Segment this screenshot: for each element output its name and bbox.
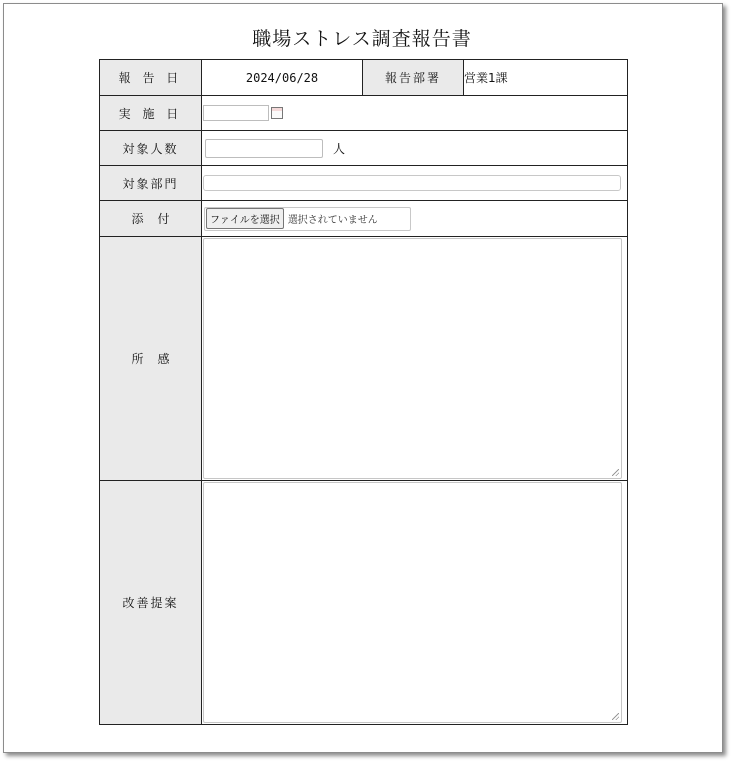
target-count-input[interactable]: [205, 139, 323, 158]
row-target-dept: [100, 166, 628, 201]
implementation-date-cell: [202, 96, 628, 131]
target-count-unit: 人: [333, 141, 346, 156]
report-dept-value: 営業1課: [464, 60, 628, 96]
file-input[interactable]: [204, 207, 411, 231]
row-implementation-date: [100, 96, 628, 131]
impression-cell: [202, 237, 628, 481]
target-count-cell: [202, 131, 628, 166]
proposal-label: 改善提案: [100, 481, 202, 725]
row-impression: [100, 237, 628, 481]
attachment-label: 添付: [100, 201, 202, 237]
row-attachment: [100, 201, 628, 237]
page-title: 職場ストレス調査報告書: [252, 28, 472, 50]
report-dept-label: 報告部署: [363, 60, 464, 96]
proposal-cell: [202, 481, 628, 725]
calendar-icon[interactable]: [271, 107, 283, 119]
attachment-cell: [202, 201, 628, 237]
row-report-date: [100, 60, 628, 96]
report-date-label: 報 告 日: [100, 60, 202, 96]
target-dept-label: 対象部門: [100, 166, 202, 201]
impression-label: 所感: [100, 237, 202, 481]
file-status-text: 選択されていません: [287, 215, 378, 226]
target-count-label: 対象人数: [100, 131, 202, 166]
target-dept-input[interactable]: [203, 175, 621, 191]
implementation-date-label: 実 施 日: [100, 96, 202, 131]
report-form: [99, 59, 628, 725]
choose-file-button[interactable]: ファイルを選択: [206, 208, 284, 229]
row-target-count: [100, 131, 628, 166]
target-dept-cell: [202, 166, 628, 201]
row-proposal: [100, 481, 628, 725]
report-date-value: 2024/06/28: [202, 60, 363, 96]
impression-textarea[interactable]: [203, 238, 622, 479]
implementation-date-input[interactable]: [203, 105, 269, 121]
proposal-textarea[interactable]: [203, 482, 622, 723]
